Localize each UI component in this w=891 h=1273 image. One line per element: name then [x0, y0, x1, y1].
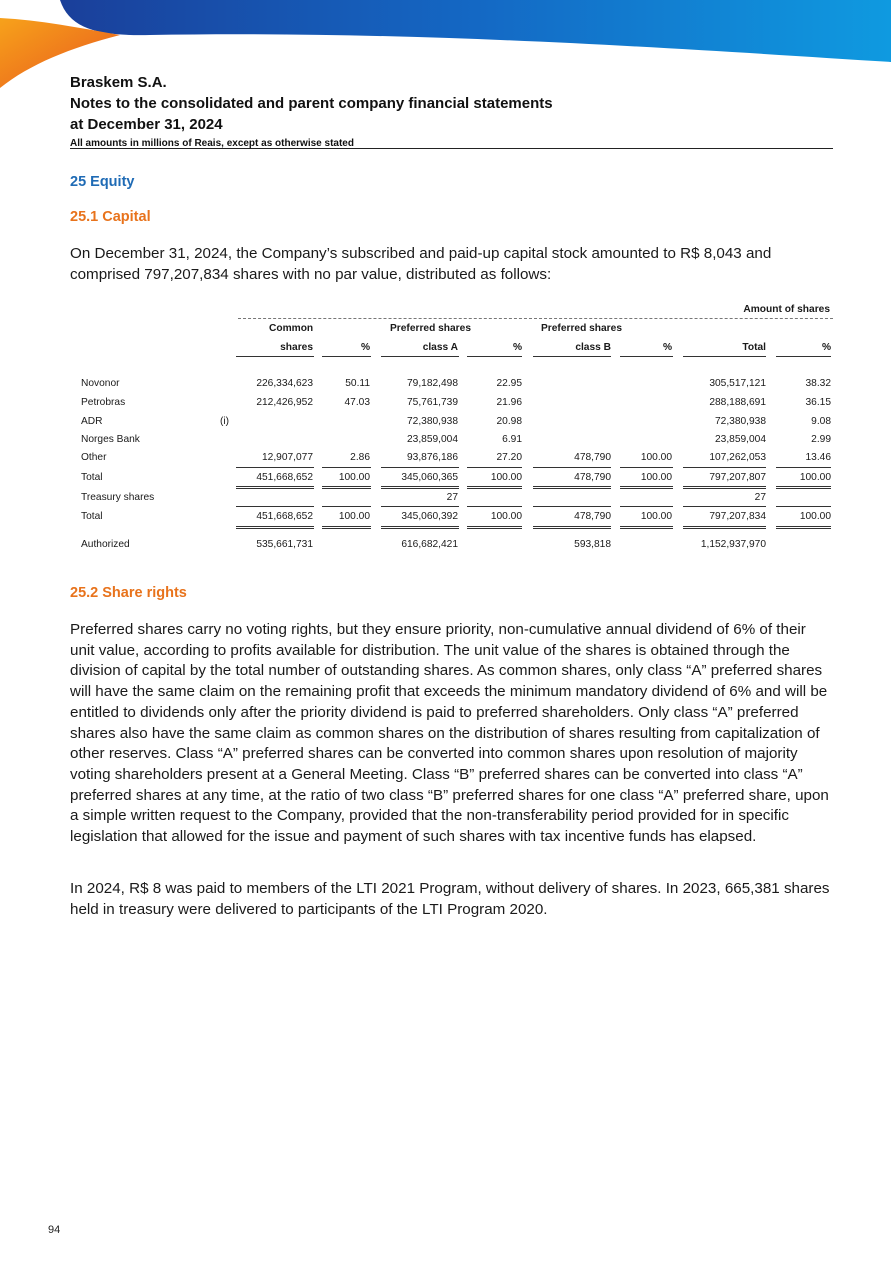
table-rule	[620, 506, 673, 507]
header-rule	[70, 148, 833, 149]
table-rule	[683, 467, 766, 468]
table-rule	[381, 506, 459, 507]
row-label: Petrobras	[81, 397, 126, 408]
caption-rule	[238, 318, 833, 319]
cell-total-pct: 100.00	[799, 511, 831, 522]
cell-total: 27	[754, 492, 766, 503]
cell-total: 305,517,121	[709, 378, 766, 389]
section-title: 25 Equity	[70, 174, 135, 190]
cell-common-pct: 50.11	[345, 378, 370, 389]
cell-prefa: 345,060,365	[401, 472, 458, 483]
cell-prefa: 345,060,392	[401, 511, 458, 522]
company-name: Braskem S.A.	[70, 74, 167, 91]
cell-prefb: 478,790	[574, 472, 611, 483]
cell-common-pct: 100.00	[338, 472, 370, 483]
cell-prefb: 593,818	[574, 539, 611, 550]
hdr-prefb-top: Preferred shares	[541, 323, 622, 334]
row-label: Treasury shares	[81, 492, 155, 503]
hdr-rule	[236, 356, 314, 357]
cell-prefa-pct: 21.96	[496, 397, 522, 408]
table-rule	[467, 467, 522, 468]
cell-common-pct: 2.86	[350, 452, 370, 463]
cell-total-pct: 13.46	[805, 452, 831, 463]
cell-prefa-pct: 27.20	[496, 452, 522, 463]
row-label: Other	[81, 452, 107, 463]
hdr-total: Total	[742, 342, 766, 353]
page-number: 94	[48, 1224, 61, 1236]
hdr-common: shares	[280, 342, 313, 353]
table-rule	[683, 526, 766, 529]
table-rule	[683, 486, 766, 489]
hdr-rule	[683, 356, 766, 357]
cell-prefa: 75,761,739	[407, 397, 458, 408]
subsection-share-rights: 25.2 Share rights	[70, 585, 187, 601]
table-rule	[776, 526, 831, 529]
capital-intro: On December 31, 2024, the Company’s subscribed and paid-up capital stock amounted to R$ 8,043 and comprised 797,207,834 shares with no par value, distributed as follows:	[70, 245, 772, 283]
cell-prefa-pct: 20.98	[496, 416, 522, 427]
table-rule	[236, 467, 314, 468]
cell-prefa: 93,876,186	[407, 452, 458, 463]
table-rule	[620, 486, 673, 489]
cell-common-pct: 100.00	[338, 511, 370, 522]
cell-prefa-pct: 6.91	[502, 434, 522, 445]
cell-common: 451,668,652	[256, 511, 313, 522]
cell-total: 797,207,834	[709, 511, 766, 522]
cell-prefa: 23,859,004	[407, 434, 458, 445]
table-rule	[620, 526, 673, 529]
cell-common: 12,907,077	[262, 452, 313, 463]
cell-total-pct: 9.08	[811, 416, 831, 427]
cell-prefa-pct: 22.95	[496, 378, 522, 389]
cell-common: 451,668,652	[256, 472, 313, 483]
table-rule	[776, 506, 831, 507]
table-rule	[322, 506, 371, 507]
cell-prefb: 478,790	[574, 511, 611, 522]
hdr-common-top: Common	[269, 323, 314, 334]
table-rule	[776, 467, 831, 468]
row-label: ADR	[81, 416, 103, 427]
share-rights-paragraph: Preferred shares carry no voting rights, but they ensure priority, non-cumulative annual dividend of 6% of their unit value, according to profits available for distribution. The unit value of the shares is obtained through the division of capital by the total number of outstanding shares. As common shares, only class “A” preferred shares will have the same claim on the remaining profit that exceeds the minimum mandatory dividend of 6% and will be entitled to dividends only after the priority dividend is paid to preferred shareholders. Only class “A” preferred shares also have the same claim as common shares on the distribution of shares resulting from capitalization of other reserves. Class “A” preferred shares can be converted into common shares upon resolution of majority voting shareholders present at a General Meeting. Class “B” preferred shares can be converted into class “A” preferred shares at any time, at the ratio of two class “B” preferred shares for one class “A” preferred share, upon a simple written request to the Company, provided that the non-transferability period provided for in specific legislation that allowed for the issue and payment of such shares with tax incentive funds has elapsed.	[70, 621, 829, 846]
cell-prefa: 79,182,498	[407, 378, 458, 389]
cell-common: 535,661,731	[256, 539, 313, 550]
hdr-rule	[381, 356, 459, 357]
document-header	[70, 72, 833, 151]
hdr-rule	[620, 356, 673, 357]
cell-total: 107,262,053	[709, 452, 766, 463]
hdr-rule	[533, 356, 611, 357]
cell-prefb-pct: 100.00	[640, 472, 672, 483]
cell-total: 1,152,937,970	[700, 539, 766, 550]
row-label: Authorized	[81, 539, 130, 550]
table-rule	[620, 467, 673, 468]
row-note: (i)	[220, 416, 230, 427]
table-rule	[381, 467, 459, 468]
table-rule	[381, 486, 459, 489]
cell-common: 212,426,952	[256, 397, 313, 408]
table-rule	[381, 526, 459, 529]
shares-table	[70, 300, 833, 560]
cell-prefa: 72,380,938	[407, 416, 458, 427]
cell-prefb-pct: 100.00	[640, 452, 672, 463]
table-rule	[467, 506, 522, 507]
cell-prefa-pct: 100.00	[490, 472, 522, 483]
table-rule	[533, 467, 611, 468]
cell-total-pct: 38.32	[805, 378, 831, 389]
table-rule	[467, 486, 522, 489]
cell-prefb: 478,790	[574, 452, 611, 463]
table-rule	[236, 486, 314, 489]
cell-total: 288,188,691	[709, 397, 766, 408]
table-rule	[322, 526, 371, 529]
table-rule	[776, 486, 831, 489]
table-rule	[236, 526, 314, 529]
cell-common-pct: 47.03	[344, 397, 370, 408]
hdr-prefa: class A	[422, 342, 458, 353]
cell-total-pct: 2.99	[811, 434, 831, 445]
cell-total: 72,380,938	[715, 416, 766, 427]
table-caption: Amount of shares	[743, 304, 830, 315]
cell-prefa: 27	[446, 492, 458, 503]
hdr-rule	[776, 356, 831, 357]
table-rule	[467, 526, 522, 529]
cell-total-pct: 100.00	[799, 472, 831, 483]
hdr-rule	[467, 356, 522, 357]
cell-prefb-pct: 100.00	[640, 511, 672, 522]
cell-total: 23,859,004	[715, 434, 766, 445]
row-label: Total	[81, 472, 103, 483]
cell-total-pct: 36.15	[805, 397, 831, 408]
cell-prefa-pct: 100.00	[490, 511, 522, 522]
table-rule	[322, 467, 371, 468]
cell-total: 797,207,807	[709, 472, 766, 483]
subsection-capital: 25.1 Capital	[70, 209, 151, 225]
row-label: Total	[81, 511, 103, 522]
row-label: Novonor	[81, 378, 120, 389]
table-rule	[533, 506, 611, 507]
table-rule	[533, 526, 611, 529]
statement-title: Notes to the consolidated and parent company financial statements	[70, 95, 553, 112]
amounts-note: All amounts in millions of Reais, except as otherwise stated	[70, 138, 354, 149]
cell-common: 226,334,623	[256, 378, 313, 389]
statement-date: at December 31, 2024	[70, 116, 223, 133]
table-rule	[236, 506, 314, 507]
hdr-prefa-pct: %	[512, 342, 522, 353]
hdr-common-pct: %	[360, 342, 370, 353]
cell-prefa: 616,682,421	[401, 539, 458, 550]
hdr-prefa-top: Preferred shares	[390, 323, 471, 334]
hdr-prefb: class B	[575, 342, 611, 353]
lti-paragraph: In 2024, R$ 8 was paid to members of the LTI 2021 Program, without delivery of shares. In 2023, 665,381 shares held in treasury were delivered to participants of the LTI Program 2020.	[70, 880, 830, 918]
row-label: Norges Bank	[81, 434, 140, 445]
hdr-prefb-pct: %	[662, 342, 672, 353]
table-rule	[683, 506, 766, 507]
hdr-total-pct: %	[821, 342, 831, 353]
table-rule	[533, 486, 611, 489]
table-rule	[322, 486, 371, 489]
hdr-rule	[322, 356, 371, 357]
